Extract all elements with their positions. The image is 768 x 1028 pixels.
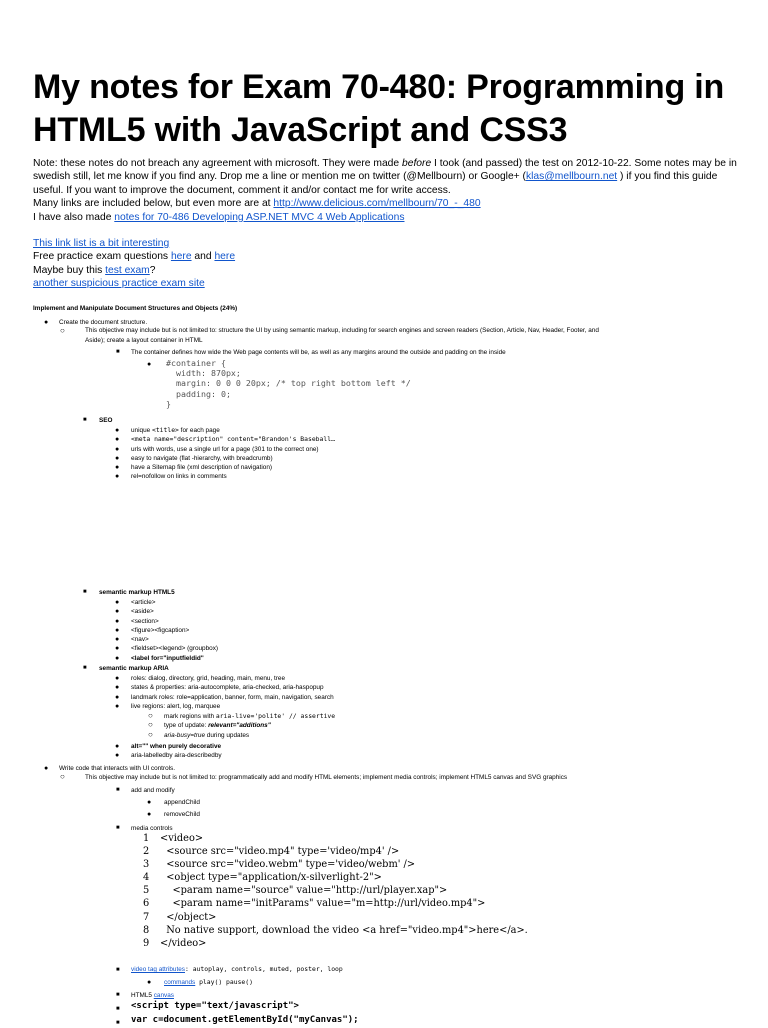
code-text: </object> [160, 911, 217, 923]
line-number: 8 [143, 924, 150, 936]
bullet-square: ■ [83, 589, 87, 595]
bullet-circle: ○ [60, 772, 65, 781]
question-mark: ? [149, 264, 156, 276]
semantic-text: <fieldset><legend> (groupbox) [131, 645, 219, 653]
code-line: padding: 0; [166, 388, 231, 399]
bullet-disc: ● [147, 799, 152, 806]
notes-486-link[interactable]: notes for 70-486 Developing ASP.NET MVC 4 Web Applications [114, 211, 405, 223]
bullet-disc: ● [115, 743, 120, 750]
intro-text-3: ) if you find this guide useful. If you want to improve the document, comment it and/or contact me for write access. [33, 171, 718, 196]
bullet-disc: ● [115, 693, 120, 701]
semantic-text: <aside> [131, 608, 154, 616]
objective-line: This objective may include but is not limited to: programmatically add and modify HTML elements; implement media controls; implement HTML5 canvas and SVG graphics [85, 774, 568, 781]
bullet-disc: ● [115, 599, 120, 606]
line-number: 7 [143, 911, 150, 923]
seo-code: <meta name="description" content="Brandon's Baseball… [131, 435, 335, 444]
add-modify-label: add and modify [131, 787, 175, 794]
code-text: <source src="video.webm" type='video/webm' /> [160, 859, 416, 871]
aria-text: landmark roles: role=application, banner, form, main, navigation, search [131, 693, 334, 701]
seo-text: for each page [178, 427, 220, 434]
remove-child: removeChild [164, 811, 200, 818]
link-list [33, 237, 743, 291]
notes-486-text: I have also made [33, 211, 115, 223]
bullet-disc: ● [44, 765, 49, 772]
section-heading: Implement and Manipulate Document Structures and Objects (24%) [33, 305, 238, 312]
video-attributes-link[interactable]: video tag attributes [131, 966, 185, 973]
write-code-item: Write code that interacts with UI controls. [59, 765, 176, 772]
bullet-disc: ● [115, 654, 120, 662]
link-line-1 [33, 237, 743, 250]
here-link-1[interactable]: here [170, 251, 192, 263]
commands-text: play() pause() [195, 978, 253, 986]
code-line: width: 870px; [166, 368, 241, 379]
bullet-circle: ○ [148, 729, 153, 739]
interesting-link[interactable]: This link list is a bit interesting [33, 238, 170, 249]
canvas-link[interactable]: canvas [153, 992, 174, 999]
bullet-circle: ○ [148, 720, 153, 730]
bullet-circle: ○ [148, 711, 153, 720]
line-number: 3 [143, 859, 150, 871]
buy-text: Maybe buy this [33, 264, 106, 276]
intro [33, 157, 743, 224]
var-line: var c=document.getElementById("myCanvas"); [131, 1015, 359, 1025]
bullet-disc: ● [115, 645, 120, 653]
append-child: appendChild [164, 799, 200, 806]
objective-line-1: This objective may include but is not limited to: structure the UI by using semantic markup, including for search engines and screen readers (Section, Article, Nav, Header, Footer, and [85, 327, 599, 334]
semantic-text: <figure><figcaption> [131, 626, 190, 634]
and-text: and [191, 251, 215, 263]
container-note: The container defines how wide the Web page contents will be, as well as any margins around the outside and padding on the inside [131, 349, 506, 356]
page-title: My notes for Exam 70-480: Programming in HTML5 with JavaScript and CSS3 [33, 68, 725, 149]
live-text: during updates [205, 731, 250, 739]
aria-text: live regions: alert, log, marquee [131, 702, 221, 710]
canvas-line [131, 991, 174, 1000]
code-line: margin: 0 0 0 20px; /* top right bottom left */ [166, 378, 411, 389]
bullet-disc: ● [44, 319, 49, 326]
seo-text: unique [131, 427, 152, 434]
live-text: type of update: [164, 722, 209, 730]
link-line-4 [33, 277, 743, 290]
create-structure-item: Create the document structure. [59, 319, 148, 326]
script-line: <script type="text/javascript"> [131, 1001, 299, 1011]
line-number: 2 [143, 846, 150, 858]
bullet-square: ■ [116, 825, 120, 831]
bullet-disc: ● [115, 675, 120, 682]
seo-text: easy to navigate (flat -hierarchy, with breadcrumb) [131, 454, 273, 462]
bullet-disc: ● [115, 436, 120, 444]
code-text: No native support, download the video <a href="video.mp4">here</a>. [160, 924, 528, 936]
seo-label: SEO [99, 417, 113, 424]
line-number: 1 [143, 833, 150, 844]
code-text: <object type="application/x-silverlight-2"> [160, 872, 382, 884]
semantic-text: <section> [131, 617, 159, 625]
live-relevant: relevant="additions" [208, 722, 271, 730]
delicious-line [33, 197, 743, 210]
semantic-html5-label: semantic markup HTML5 [99, 589, 175, 596]
commands-line [164, 978, 253, 987]
seo-text: have a Sitemap file (xml description of navigation) [131, 464, 273, 472]
code-text: <param name="source" value="http://url/player.xap"> [160, 885, 448, 897]
line-number: 4 [143, 872, 150, 884]
bullet-disc: ● [115, 445, 120, 453]
code-text: <video> [160, 833, 204, 844]
code-line: } [166, 398, 171, 409]
semantic-text: <article> [131, 599, 156, 606]
code-text: </video> [160, 937, 207, 949]
bullet-disc: ● [115, 617, 120, 625]
semantic-label-text: <label for="inputfieldid" [131, 654, 204, 662]
media-controls-label: media controls [131, 825, 173, 832]
notes-486-line [33, 211, 743, 224]
bullet-disc: ● [115, 464, 120, 472]
suspicious-site-link[interactable]: another suspicious practice exam site [33, 278, 205, 290]
bullet-square: ■ [116, 349, 120, 355]
video-attributes-text: : autoplay, controls, muted, poster, loop [185, 965, 343, 973]
bullet-disc: ● [115, 626, 120, 634]
line-number: 6 [143, 898, 150, 910]
test-exam-link[interactable]: test exam [105, 264, 150, 276]
live-text: mark regions with [164, 713, 216, 720]
email-link[interactable]: klas@mellbourn.net [526, 171, 618, 183]
aria-text: states & properties: aria-autocomplete, aria-checked, aria-haspopup [131, 684, 324, 692]
seo-code: <title> [151, 426, 179, 434]
here-link-2[interactable]: here [214, 251, 236, 263]
practice-text: Free practice exam questions [33, 251, 171, 263]
intro-text-2: I took (and passed) the test on 2012-10-22. Some notes may be in swedish still, let me know if you find any. Drop me a line or mention me on twitter (@Mellbourn) or Google+ ( [33, 158, 737, 183]
code-text: <source src="video.mp4" type='video/mp4' /> [160, 846, 400, 858]
objective-line-2: Aside); create a layout container in HTML [85, 336, 203, 344]
bullet-square: ■ [83, 417, 87, 423]
intro-text: Note: these notes do not breach any agreement with microsoft. They were made [33, 158, 402, 169]
seo-text: rel=nofollow on links in comments [131, 473, 227, 481]
bullet-square: ■ [116, 992, 120, 998]
seo-text: urls with words, use a single url for a page (301 to the correct one) [131, 445, 319, 453]
bullet-disc: ● [115, 636, 120, 644]
bullet-disc: ● [115, 684, 120, 692]
html5-text: HTML5 [131, 992, 154, 999]
bullet-disc: ● [115, 427, 120, 434]
bullet-disc: ● [147, 361, 152, 368]
bullet-disc: ● [115, 752, 120, 760]
bullet-disc: ● [115, 702, 120, 710]
commands-link[interactable]: commands [164, 979, 196, 986]
bullet-square: ■ [116, 1020, 120, 1026]
bullet-disc: ● [115, 608, 120, 616]
link-line-3 [33, 264, 743, 277]
semantic-text: <nav> [131, 636, 149, 644]
video-attributes-line [131, 965, 343, 974]
link-line-2 [33, 250, 743, 263]
alt-text: alt="" when purely decorative [131, 743, 222, 750]
bullet-disc: ● [147, 979, 152, 986]
aria-text: roles: dialog, directory, grid, heading, main, menu, tree [131, 675, 286, 682]
intro-before: before [401, 158, 432, 169]
delicious-text: Many links are included below, but even more are at [33, 198, 274, 210]
bullet-square: ■ [116, 787, 120, 793]
bullet-square: ■ [116, 967, 120, 973]
bullet-circle: ○ [60, 326, 65, 335]
bullet-disc: ● [147, 811, 152, 818]
container-code [166, 358, 411, 409]
code-line: #container { [166, 358, 226, 368]
live-busy: aria-busy=true [164, 731, 206, 739]
bullet-disc: ● [115, 473, 120, 481]
line-number: 5 [143, 885, 150, 897]
line-number: 9 [143, 937, 150, 949]
bullet-square: ■ [116, 1006, 120, 1012]
code-text: <param name="initParams" value="m=http://url/video.mp4"> [160, 898, 486, 910]
bullet-square: ■ [83, 665, 87, 671]
bullet-disc: ● [115, 454, 120, 462]
live-code: aria-live='polite' // assertive [215, 712, 336, 720]
labelledby-text: aria-labelledby aira-describedby [131, 752, 222, 760]
aria-label: semantic markup ARIA [99, 665, 169, 672]
delicious-link[interactable]: http://www.delicious.com/mellbourn/70_-_480 [273, 198, 481, 210]
intro-paragraph [33, 157, 743, 197]
